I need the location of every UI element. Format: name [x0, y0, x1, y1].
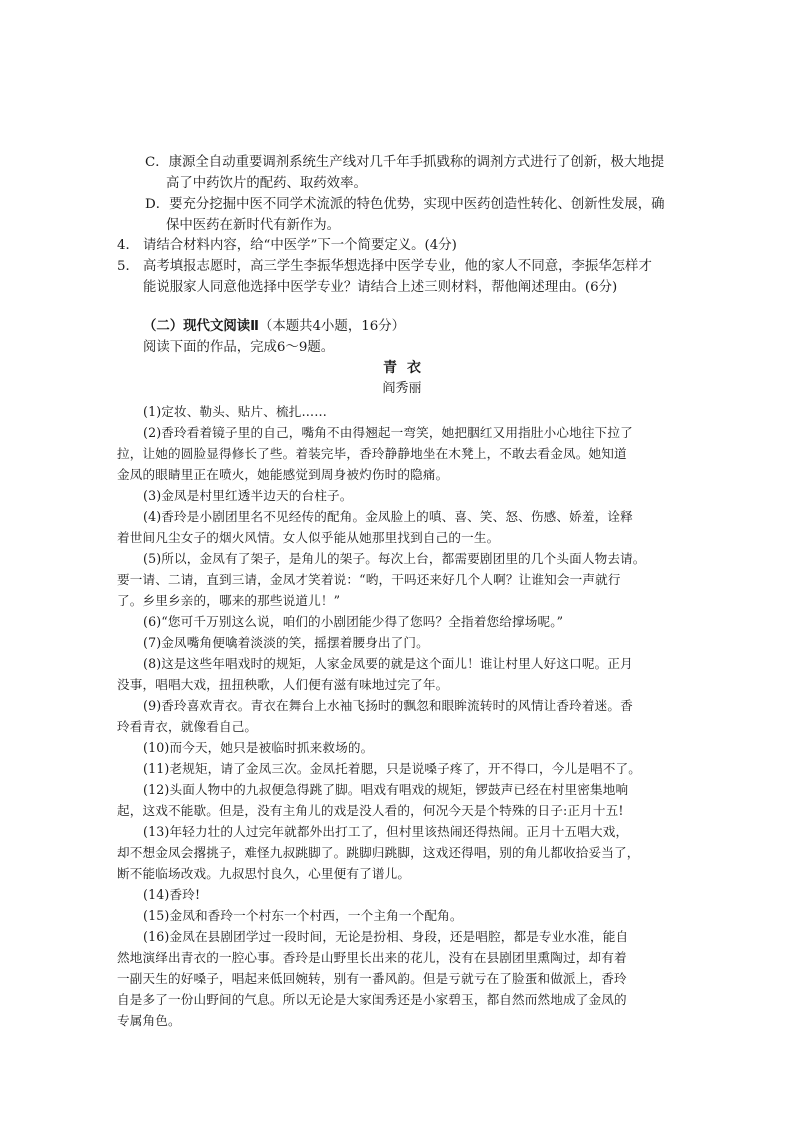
paragraph-8-line-1: (8)这是这些年唱戏时的规矩，人家金凤要的就是这个面儿！谁让村里人好这口呢。正月 — [143, 656, 633, 671]
paragraph-12-line-1: (12)头面人物中的九叔便急得跳了脚。唱戏有唱戏的规矩，锣鼓声已经在村里密集地响 — [143, 782, 629, 797]
paragraph-14: (14)香玲! — [143, 887, 201, 902]
question-5 — [0, 257, 794, 277]
paragraph-2-line-3: 金凤的眼睛里正在喷火，她能感觉到周身被灼伤时的隐痛。 — [117, 467, 449, 482]
paragraph-10: (10)而今天，她只是被临时抓来救场的。 — [143, 740, 374, 755]
paragraph-12-line-2: 起，这戏不能歇。但是，没有主角儿的戏是没人看的，何况今天是个特殊的日子:正月十五! — [117, 803, 624, 818]
paragraph-2-line-2: 拉，让她的圆脸显得修长了些。着装完毕，香玲静静地坐在木凳上，不敢去看金凤。她知道 — [117, 446, 627, 461]
passage-author: 阎秀丽 — [382, 381, 422, 396]
paragraph-15: (15)金凤和香玲一个村东一个村西，一个主角一个配角。 — [143, 908, 463, 923]
paragraph-13-line-2: 却不想金凤会撂挑子，难怪九叔跳脚了。跳脚归跳脚，这戏还得唱，别的角儿都收拾妥当了， — [117, 845, 640, 860]
paragraph-3: (3)金凤是村里红透半边天的台柱子。 — [143, 488, 353, 503]
paragraph-5-line-3: 了。乡里乡亲的，哪来的那些说道儿！” — [117, 593, 341, 608]
paragraph-4-line-1: (4)香玲是小剧团里名不见经传的配角。金凤脸上的嗔、喜、笑、怒、伤感、娇羞，诠释 — [143, 509, 633, 524]
paragraph-5-line-1: (5)所以，金凤有了架子，是角儿的架子。每次上台，都需要剧团里的几个头面人物去请。 — [143, 551, 646, 566]
paragraph-4-line-2: 着世间凡尘女子的烟火风情。女人似乎能从她那里找到自己的一生。 — [117, 530, 500, 545]
question-4 — [0, 236, 794, 256]
question-5-text: 高考填报志愿时，高三学生李振华想选择中医学专业，他的家人不同意，李振华怎样才 — [143, 259, 652, 274]
paragraph-13-line-1: (13)年轻力壮的人过完年就都外出打工了，但村里该热闹还得热闹。正月十五唱大戏， — [143, 824, 629, 839]
passage-title: 青衣 — [383, 360, 431, 376]
section-heading-title: （二）现代文阅读Ⅱ — [143, 319, 259, 334]
paragraph-11: (11)老规矩，请了金凤三次。金凤托着腮，只是说嗓子疼了，开不得口，今儿是唱不了。 — [143, 761, 641, 776]
question-4-text: 请结合材料内容，给“中医学”下一个简要定义。(4分) — [143, 238, 457, 253]
paragraph-16-line-5: 专属角色。 — [117, 1013, 181, 1028]
paragraph-16-line-3: 一副天生的好嗓子，唱起来低回婉转，别有一番风韵。但是亏就亏在了脸蛋和做派上，香玲 — [117, 971, 627, 986]
question-5-continued: 能说服家人同意他选择中医学专业？请结合上述三则材料，帮他阐述理由。(6分) — [143, 280, 618, 295]
option-d-line-1: D．要充分挖掘中医不同学术流派的特色优势，实现中医药创造性转化、创新性发展，确 — [145, 197, 665, 212]
paragraph-16-line-4: 自是多了一份山野间的气息。所以无论是大家闺秀还是小家碧玉，都自然而然地成了金凤的 — [117, 992, 627, 1007]
paragraph-1: (1)定妆、勒头、贴片、梳扎…… — [143, 404, 327, 419]
paragraph-9-line-1: (9)香玲喜欢青衣。青衣在舞台上水袖飞扬时的飘忽和眼眸流转时的风情让香玲着迷。香 — [143, 698, 633, 713]
option-d-line-2: 保中医药在新时代有新作为。 — [166, 218, 341, 233]
question-5-number: 5． — [117, 259, 139, 274]
option-c-line-1: C．康源全自动重要调剂系统生产线对几千年手抓戥称的调剂方式进行了创新，极大地提 — [145, 155, 665, 170]
paragraph-16-line-1: (16)金凤在县剧团学过一段时间，无论是扮相、身段，还是唱腔，都是专业水准，能自 — [143, 929, 629, 944]
paragraph-7: (7)金凤嘴角便噙着淡淡的笑，摇摆着腰身出了门。 — [143, 635, 429, 650]
paragraph-6: (6)“您可千万别这么说，咱们的小剧团能少得了您吗？全指着您给撑场呢。” — [143, 614, 564, 629]
option-c-line-2: 高了中药饮片的配药、取药效率。 — [166, 176, 367, 191]
section-heading-note: （本题共4小题，16分） — [258, 319, 406, 334]
section-heading — [0, 317, 794, 337]
section-instruction: 阅读下面的作品，完成6～9题。 — [143, 340, 335, 355]
paragraph-5-line-2: 要一请、二请，直到三请，金凤才笑着说：“哟，干吗还来好几个人啊？让谁知会一声就行 — [117, 572, 621, 587]
paragraph-8-line-2: 没事，唱唱大戏，扭扭秧歌，人们便有滋有味地过完了年。 — [117, 677, 449, 692]
question-4-number: 4． — [117, 238, 139, 253]
paragraph-9-line-2: 玲看青衣，就像看自己。 — [117, 719, 258, 734]
paragraph-2-line-1: (2)香玲看着镜子里的自己，嘴角不由得翘起一弯笑，她把胭红又用指肚小心地往下拉了 — [143, 425, 633, 440]
paragraph-13-line-3: 断不能临场改戏。九叔思忖良久，心里便有了谱儿。 — [117, 866, 411, 881]
paragraph-16-line-2: 然地演绎出青衣的一腔心事。香玲是山野里长出来的花儿，没有在县剧团里熏陶过，却有着 — [117, 950, 627, 965]
